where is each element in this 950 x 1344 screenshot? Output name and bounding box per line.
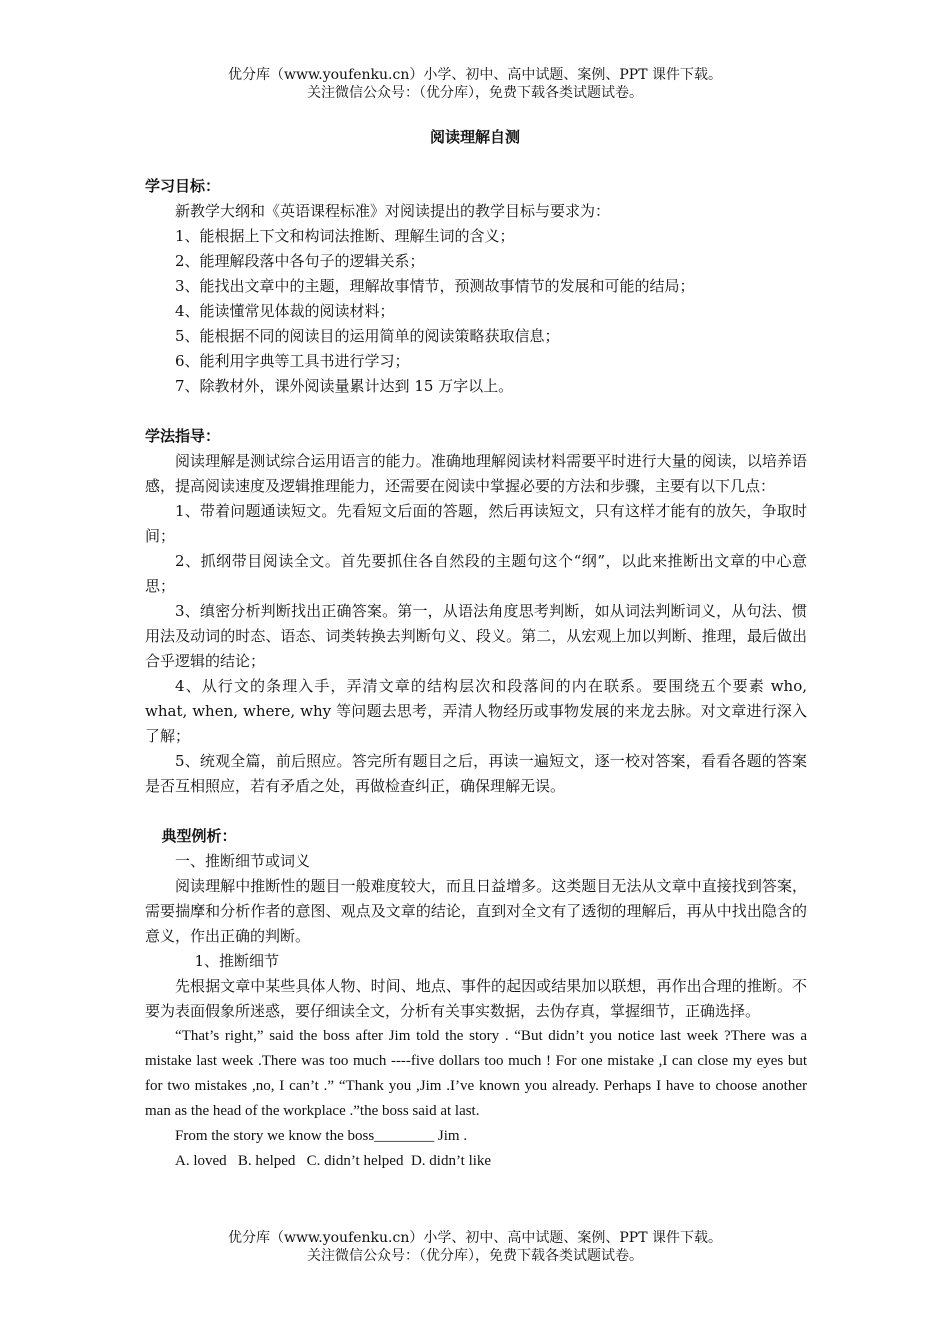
objective-item: 3、能找出文章中的主题，理解故事情节，预测故事情节的发展和可能的结局； xyxy=(175,277,695,295)
method-item: 4、从行文的条理入手，弄清文章的结构层次和段落间的内在联系。要围绕五个要素 who, what, when, where, why 等问题去思考，弄清人物经历或事物发展的来龙去脉。对文章进行深入了解； xyxy=(145,677,807,745)
subsection-heading: 1、推断细节 xyxy=(194,952,280,970)
objective-item: 7、除教材外，课外阅读量累计达到 15 万字以上。 xyxy=(175,377,514,395)
header-line-2: 关注微信公众号：（优分库），免费下载各类试题试卷。 xyxy=(307,85,643,101)
objective-item: 2、能理解段落中各句子的逻辑关系； xyxy=(175,252,425,270)
method-item: 1、带着问题通读短文。先看短文后面的答题，然后再读短文，只有这样才能有的放矢，争取时间； xyxy=(145,502,807,545)
method-item: 5、统观全篇，前后照应。答完所有题目之后，再读一遍短文，逐一校对答案，看看各题的答案是否互相照应，若有矛盾之处，再做检查纠正，确保理解无误。 xyxy=(145,752,807,795)
spacer xyxy=(145,799,807,824)
footer-line-2: 关注微信公众号：（优分库），免费下载各类试题试卷。 xyxy=(307,1248,643,1264)
header-line-1: 优分库（www.youfenku.cn）小学、初中、高中试题、案例、PPT 课件下载。 xyxy=(227,67,722,83)
spacer xyxy=(145,399,807,424)
page-header xyxy=(0,66,950,102)
method-item: 2、抓纲带目阅读全文。首先要抓住各自然段的主题句这个“纲”，以此来推断出文章的中心意思； xyxy=(145,552,807,595)
objective-item: 1、能根据上下文和构词法推断、理解生词的含义； xyxy=(175,227,515,245)
section-text: 阅读理解中推断性的题目一般难度较大，而且日益增多。这类题目无法从文章中直接找到答案，需要揣摩和分析作者的意图、观点及文章的结论，直到对全文有了透彻的理解后，再从中找出隐含的意义，作出正确的判断。 xyxy=(145,877,807,945)
method-intro: 阅读理解是测试综合运用语言的能力。准确地理解阅读材料需要平时进行大量的阅读，以培养语感，提高阅读速度及逻辑推理能力，还需要在阅读中掌握必要的方法和步骤，主要有以下几点： xyxy=(145,452,807,495)
footer-line-1: 优分库（www.youfenku.cn）小学、初中、高中试题、案例、PPT 课件下载。 xyxy=(227,1230,722,1246)
objectives-intro: 新教学大纲和《英语课程标准》对阅读提出的教学目标与要求为： xyxy=(175,202,611,220)
page-footer xyxy=(0,1229,950,1265)
method-heading: 学法指导： xyxy=(145,427,221,445)
document-title: 阅读理解自测 xyxy=(429,128,520,146)
document-body xyxy=(145,174,807,1174)
example-passage: “That’s right,” said the boss after Jim told the story . “But didn’t you notice last week ?There was a mistake last week .There was too much ----five dollars too much ! For one mistake ,I can close my eyes but for two mistakes ,no, I can’t .” “Thank you ,Jim .I’ve known you already. Perhaps I have to choose another man as the head of the workplace .”the boss said at last. xyxy=(145,1028,807,1119)
subsection-text: 先根据文章中某些具体人物、时间、地点、事件的起因或结果加以联想，再作出合理的推断。不要为表面假象所迷惑，要仔细读全文，分析有关事实数据，去伪存真，掌握细节，正确选择。 xyxy=(145,977,807,1020)
example-question: From the story we know the boss________ Jim . xyxy=(175,1128,468,1144)
example-options: A. loved B. helped C. didn’t helped D. didn’t like xyxy=(175,1153,492,1169)
objectives-heading: 学习目标： xyxy=(145,177,221,195)
objective-item: 6、能利用字典等工具书进行学习； xyxy=(175,352,410,370)
section-heading: 一、推断细节或词义 xyxy=(175,852,311,870)
objective-item: 4、能读懂常见体裁的阅读材料； xyxy=(175,302,395,320)
method-item: 3、缜密分析判断找出正确答案。第一，从语法角度思考判断，如从词法判断词义，从句法、惯用法及动词的时态、语态、词类转换去判断句义、段义。第二，从宏观上加以判断、推理，最后做出合乎逻辑的结论； xyxy=(145,602,807,670)
examples-heading: 典型例析： xyxy=(161,827,237,845)
objective-item: 5、能根据不同的阅读目的运用简单的阅读策略获取信息； xyxy=(175,327,560,345)
